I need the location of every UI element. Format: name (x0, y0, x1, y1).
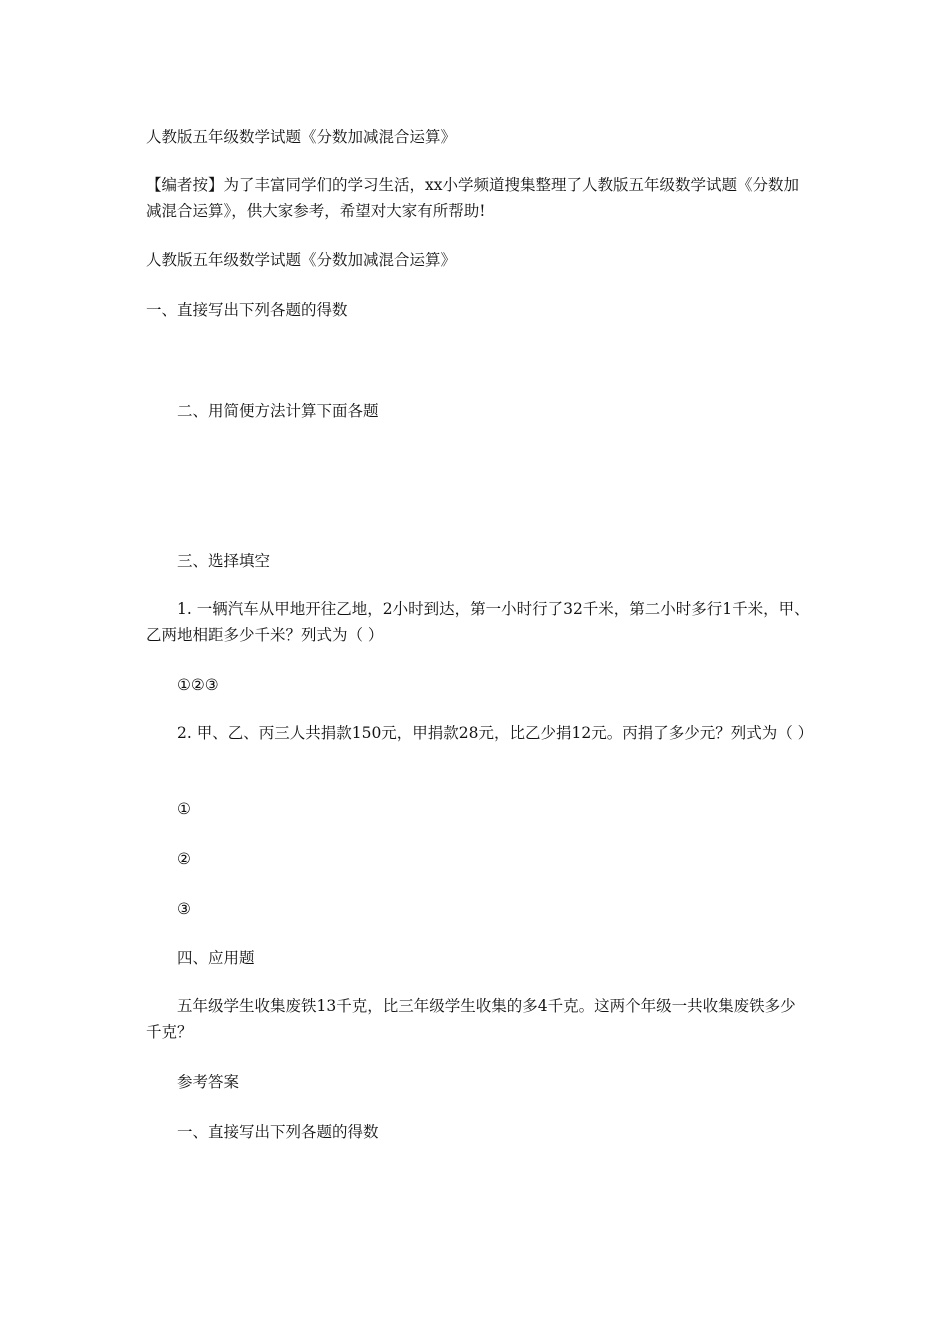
question-1: 1. 一辆汽车从甲地开往乙地，2小时到达，第一小时行了32千米，第二小时多行1千米，甲、乙两地相距多少千米？列式为（ ） (146, 600, 810, 644)
application-problem: 五年级学生收集废铁13千克，比三年级学生收集的多4千克。这两个年级一共收集废铁多少千克？ (146, 997, 796, 1041)
question-2: 2. 甲、乙、丙三人共捐款150元，甲捐款28元，比乙少捐12元。丙捐了多少元？列式为（ ） (177, 724, 814, 742)
question-2-option-1: ① (177, 800, 191, 818)
question-2-option-2: ② (177, 850, 191, 868)
section-1-heading: 一、直接写出下列各题的得数 (146, 301, 348, 319)
question-1-options: ①②③ (177, 676, 219, 694)
document-title: 人教版五年级数学试题《分数加减混合运算》 (146, 128, 457, 146)
editor-note: 【编者按】为了丰富同学们的学习生活，xx小学频道搜集整理了人教版五年级数学试题《分数加减混合运算》，供大家参考，希望对大家有所帮助! (146, 176, 799, 220)
document-subtitle: 人教版五年级数学试题《分数加减混合运算》 (146, 251, 457, 269)
section-3-heading: 三、选择填空 (177, 552, 271, 570)
answers-heading: 参考答案 (177, 1073, 240, 1091)
answers-section-1-heading: 一、直接写出下列各题的得数 (177, 1123, 379, 1141)
section-4-heading: 四、应用题 (177, 949, 255, 967)
question-2-option-3: ③ (177, 900, 191, 918)
section-2-heading: 二、用简便方法计算下面各题 (177, 402, 379, 420)
